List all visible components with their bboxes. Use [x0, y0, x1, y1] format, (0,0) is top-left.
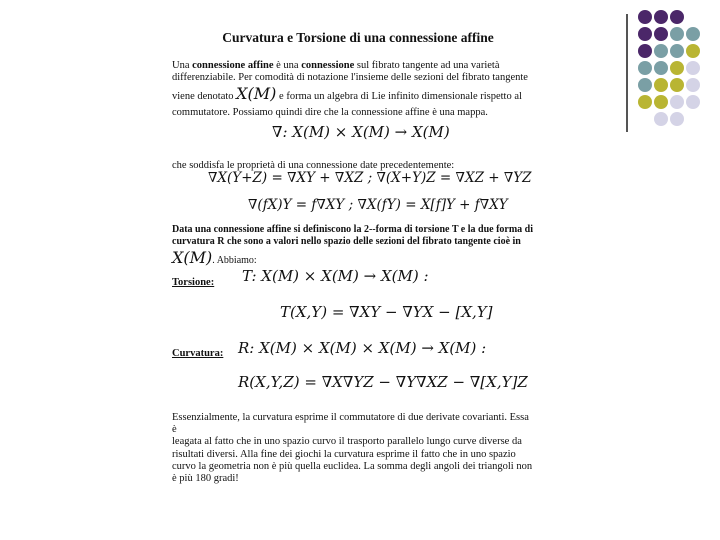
intro-line: differenziabile. Per comodità di notazione l'insieme delle sezioni del fibrato tangente [172, 72, 528, 84]
dot [638, 95, 652, 109]
document-page [172, 22, 544, 492]
decorative-dot-grid [630, 10, 720, 140]
intro-paragraph [172, 60, 544, 120]
dot [670, 10, 684, 24]
dot [686, 44, 700, 58]
dot [654, 61, 668, 75]
torsion-formula: T(X,Y) = ∇XY − ∇YX − [X,Y] [280, 303, 493, 321]
conclusion-paragraph [172, 412, 544, 485]
property-equation-2: ∇(fX)Y = f∇XY ; ∇X(fY) = X[f]Y + f∇XY [248, 197, 508, 213]
definitions-text: . Abbiamo: [212, 255, 257, 267]
dot [654, 27, 668, 41]
conclusion-line: curvo la geometria non è più quella euclidea. La somma degli angoli dei triangoli non [172, 460, 533, 472]
xm-symbol: X(M) [236, 84, 277, 104]
properties-intro: che soddisfa le proprietà di una connessione date precedentemente: [172, 160, 455, 171]
intro-text: Una [172, 60, 193, 71]
intro-line [172, 84, 544, 107]
dot [654, 78, 668, 92]
definitions-line: curvatura R che sono a valori nello spazio delle sezioni del fibrato tangente cioè in [172, 236, 521, 248]
dot [670, 78, 684, 92]
dot [654, 112, 668, 126]
dot [654, 10, 668, 24]
dot [654, 95, 668, 109]
dot [638, 44, 652, 58]
dot [686, 95, 700, 109]
intro-text: è una [273, 60, 302, 71]
dot [670, 112, 684, 126]
dot [638, 10, 652, 24]
conclusion-line: Essenzialmente, la curvatura esprime il commutatore di due derivate covarianti. Essa [172, 412, 529, 423]
torsion-label: Torsione: [172, 277, 215, 288]
intro-bold-term: connessione affine [192, 60, 274, 71]
curvature-map: R: X(M) × X(M) × X(M) → X(M) : [238, 339, 487, 357]
dot [638, 78, 652, 92]
conclusion-line: è più 180 gradi! [172, 473, 239, 485]
definitions-paragraph [172, 224, 544, 271]
connection-map-equation: ∇: X(M) × X(M) → X(M) [272, 123, 450, 141]
dot [670, 27, 684, 41]
torsion-map: T: X(M) × X(M) → X(M) : [242, 267, 429, 285]
dot [638, 61, 652, 75]
dot [670, 44, 684, 58]
intro-line: commutatore. Possiamo quindi dire che la connessione affine è una mappa. [172, 107, 488, 119]
intro-bold-term: connessione [301, 60, 355, 71]
dot [686, 78, 700, 92]
dot [638, 27, 652, 41]
definitions-line: Data una connessione affine si definiscono la 2--forma di torsione T e la due forma di [172, 224, 534, 235]
conclusion-line: leagata al fatto che in uno spazio curvo il trasporto parallelo lungo curve diverse da [172, 436, 522, 448]
dot [670, 61, 684, 75]
dot [670, 95, 684, 109]
intro-text: e forma un algebra di Lie infinito dimensionale rispetto al [279, 91, 522, 103]
curvature-label: Curvatura: [172, 348, 224, 359]
intro-text: sul fibrato tangente ad una varietà [354, 60, 500, 71]
dot [654, 44, 668, 58]
dot [686, 27, 700, 41]
xm-symbol: X(M) [172, 248, 213, 268]
page-title: Curvatura e Torsione di una connessione affine [222, 30, 494, 45]
dot [686, 61, 700, 75]
conclusion-line: è [172, 424, 177, 436]
curvature-formula: R(X,Y,Z) = ∇X∇YZ − ∇Y∇XZ − ∇[X,Y]Z [238, 373, 528, 391]
intro-text: viene denotato [172, 91, 234, 103]
divider-line [626, 14, 628, 132]
intro-line [172, 60, 544, 72]
conclusion-line: risultati diversi. Alla fine dei giochi la curvatura esprime il fatto che in uno spazio [172, 448, 516, 460]
property-equation-1: ∇X(Y+Z) = ∇XY + ∇XZ ; ∇(X+Y)Z = ∇XZ + ∇YZ [208, 170, 532, 186]
